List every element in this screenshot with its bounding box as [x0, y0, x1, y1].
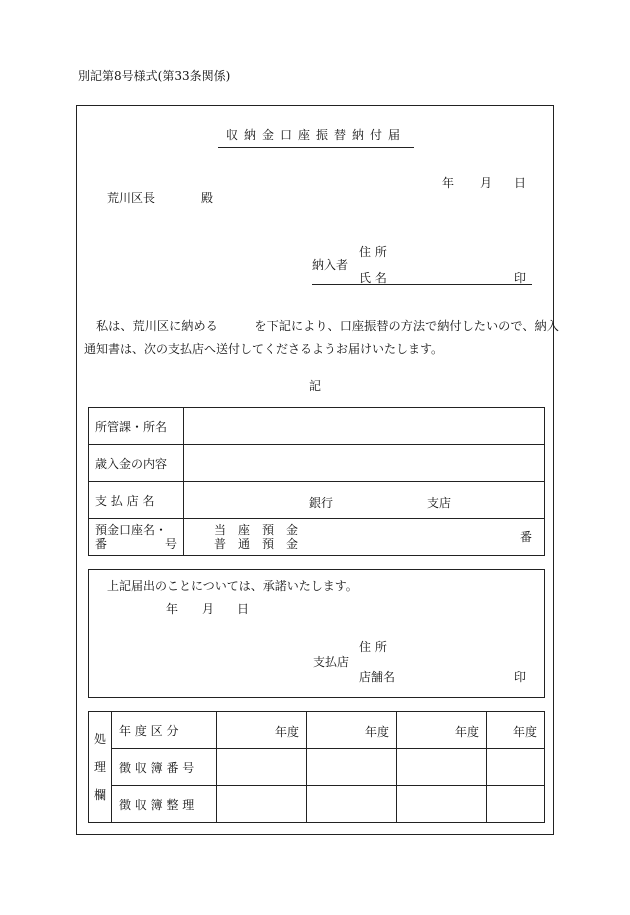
ki-label: 記 — [309, 379, 322, 393]
addressee-honorific: 殿 — [201, 191, 214, 205]
branch-label: 支店 — [427, 496, 452, 510]
date-year: 年 — [442, 176, 455, 190]
account-type-current: 当 座 預 金 — [214, 523, 299, 537]
row-value[interactable] — [184, 445, 545, 482]
body-line-1: 私は、荒川区に納める を下記により、口座振替の方法で納付したいので、納入 — [96, 319, 559, 333]
addressee-name: 荒川区長 — [107, 191, 156, 205]
account-label-ban: 番 — [95, 537, 108, 551]
data-cell[interactable] — [397, 786, 487, 823]
row-value[interactable] — [184, 519, 545, 556]
processing-table — [88, 711, 545, 823]
year-cell: 年度 — [217, 712, 307, 749]
data-cell[interactable] — [487, 749, 545, 786]
account-number-suffix: 番 — [520, 530, 533, 544]
row-label: 年 度 区 分 — [112, 712, 217, 749]
payer-name-label: 氏 名 — [359, 271, 387, 285]
table-row — [89, 519, 545, 556]
row-label: 支 払 店 名 — [89, 482, 184, 519]
account-table — [88, 407, 545, 556]
data-cell[interactable] — [397, 749, 487, 786]
year-cell: 年度 — [487, 712, 545, 749]
table-row — [89, 749, 545, 786]
consent-text: 上記届出のことについては、承諾いたします。 — [107, 579, 358, 593]
form-title: 収納金口座振替納付届 — [218, 126, 414, 148]
table-row — [89, 482, 545, 519]
data-cell[interactable] — [307, 749, 397, 786]
table-row — [89, 786, 545, 823]
bank-label: 銀行 — [309, 496, 334, 510]
payer-seal: 印 — [514, 271, 527, 285]
account-label-line1: 預金口座名・ — [95, 523, 168, 537]
row-label: 歳入金の内容 — [89, 445, 184, 482]
table-row — [89, 445, 545, 482]
payer-label: 納入者 — [312, 258, 349, 272]
row-label — [89, 519, 184, 556]
year-cell: 年度 — [397, 712, 487, 749]
side-char: 理 — [93, 760, 106, 774]
data-cell[interactable] — [307, 786, 397, 823]
date-month: 月 — [480, 176, 493, 190]
form-number: 別記第8号様式(第33条関係) — [78, 69, 231, 83]
row-value[interactable] — [184, 482, 545, 519]
body-line-2: 通知書は、次の支払店へ送付してくださるようお届けいたします。 — [84, 342, 444, 356]
consent-branch-label: 支払店 — [313, 655, 350, 669]
payer-address-label: 住 所 — [359, 245, 387, 259]
table-row — [89, 712, 545, 749]
side-char: 欄 — [93, 788, 106, 802]
row-label: 徴 収 簿 番 号 — [112, 749, 217, 786]
row-label: 所管課・所名 — [89, 408, 184, 445]
account-type-savings: 普 通 預 金 — [214, 537, 299, 551]
consent-store-label: 店舗名 — [359, 670, 396, 684]
payer-underline — [312, 284, 532, 285]
side-char: 処 — [93, 732, 106, 746]
data-cell[interactable] — [217, 749, 307, 786]
date-day: 日 — [514, 176, 527, 190]
processing-side-label — [89, 712, 112, 823]
data-cell[interactable] — [217, 786, 307, 823]
consent-year: 年 — [166, 602, 179, 616]
row-value[interactable] — [184, 408, 545, 445]
consent-address-label: 住 所 — [359, 640, 387, 654]
account-label-go: 号 — [165, 537, 178, 551]
year-cell: 年度 — [307, 712, 397, 749]
consent-month: 月 — [202, 602, 215, 616]
table-row — [89, 408, 545, 445]
data-cell[interactable] — [487, 786, 545, 823]
consent-seal: 印 — [514, 670, 527, 684]
consent-day: 日 — [237, 602, 250, 616]
row-label: 徴 収 簿 整 理 — [112, 786, 217, 823]
